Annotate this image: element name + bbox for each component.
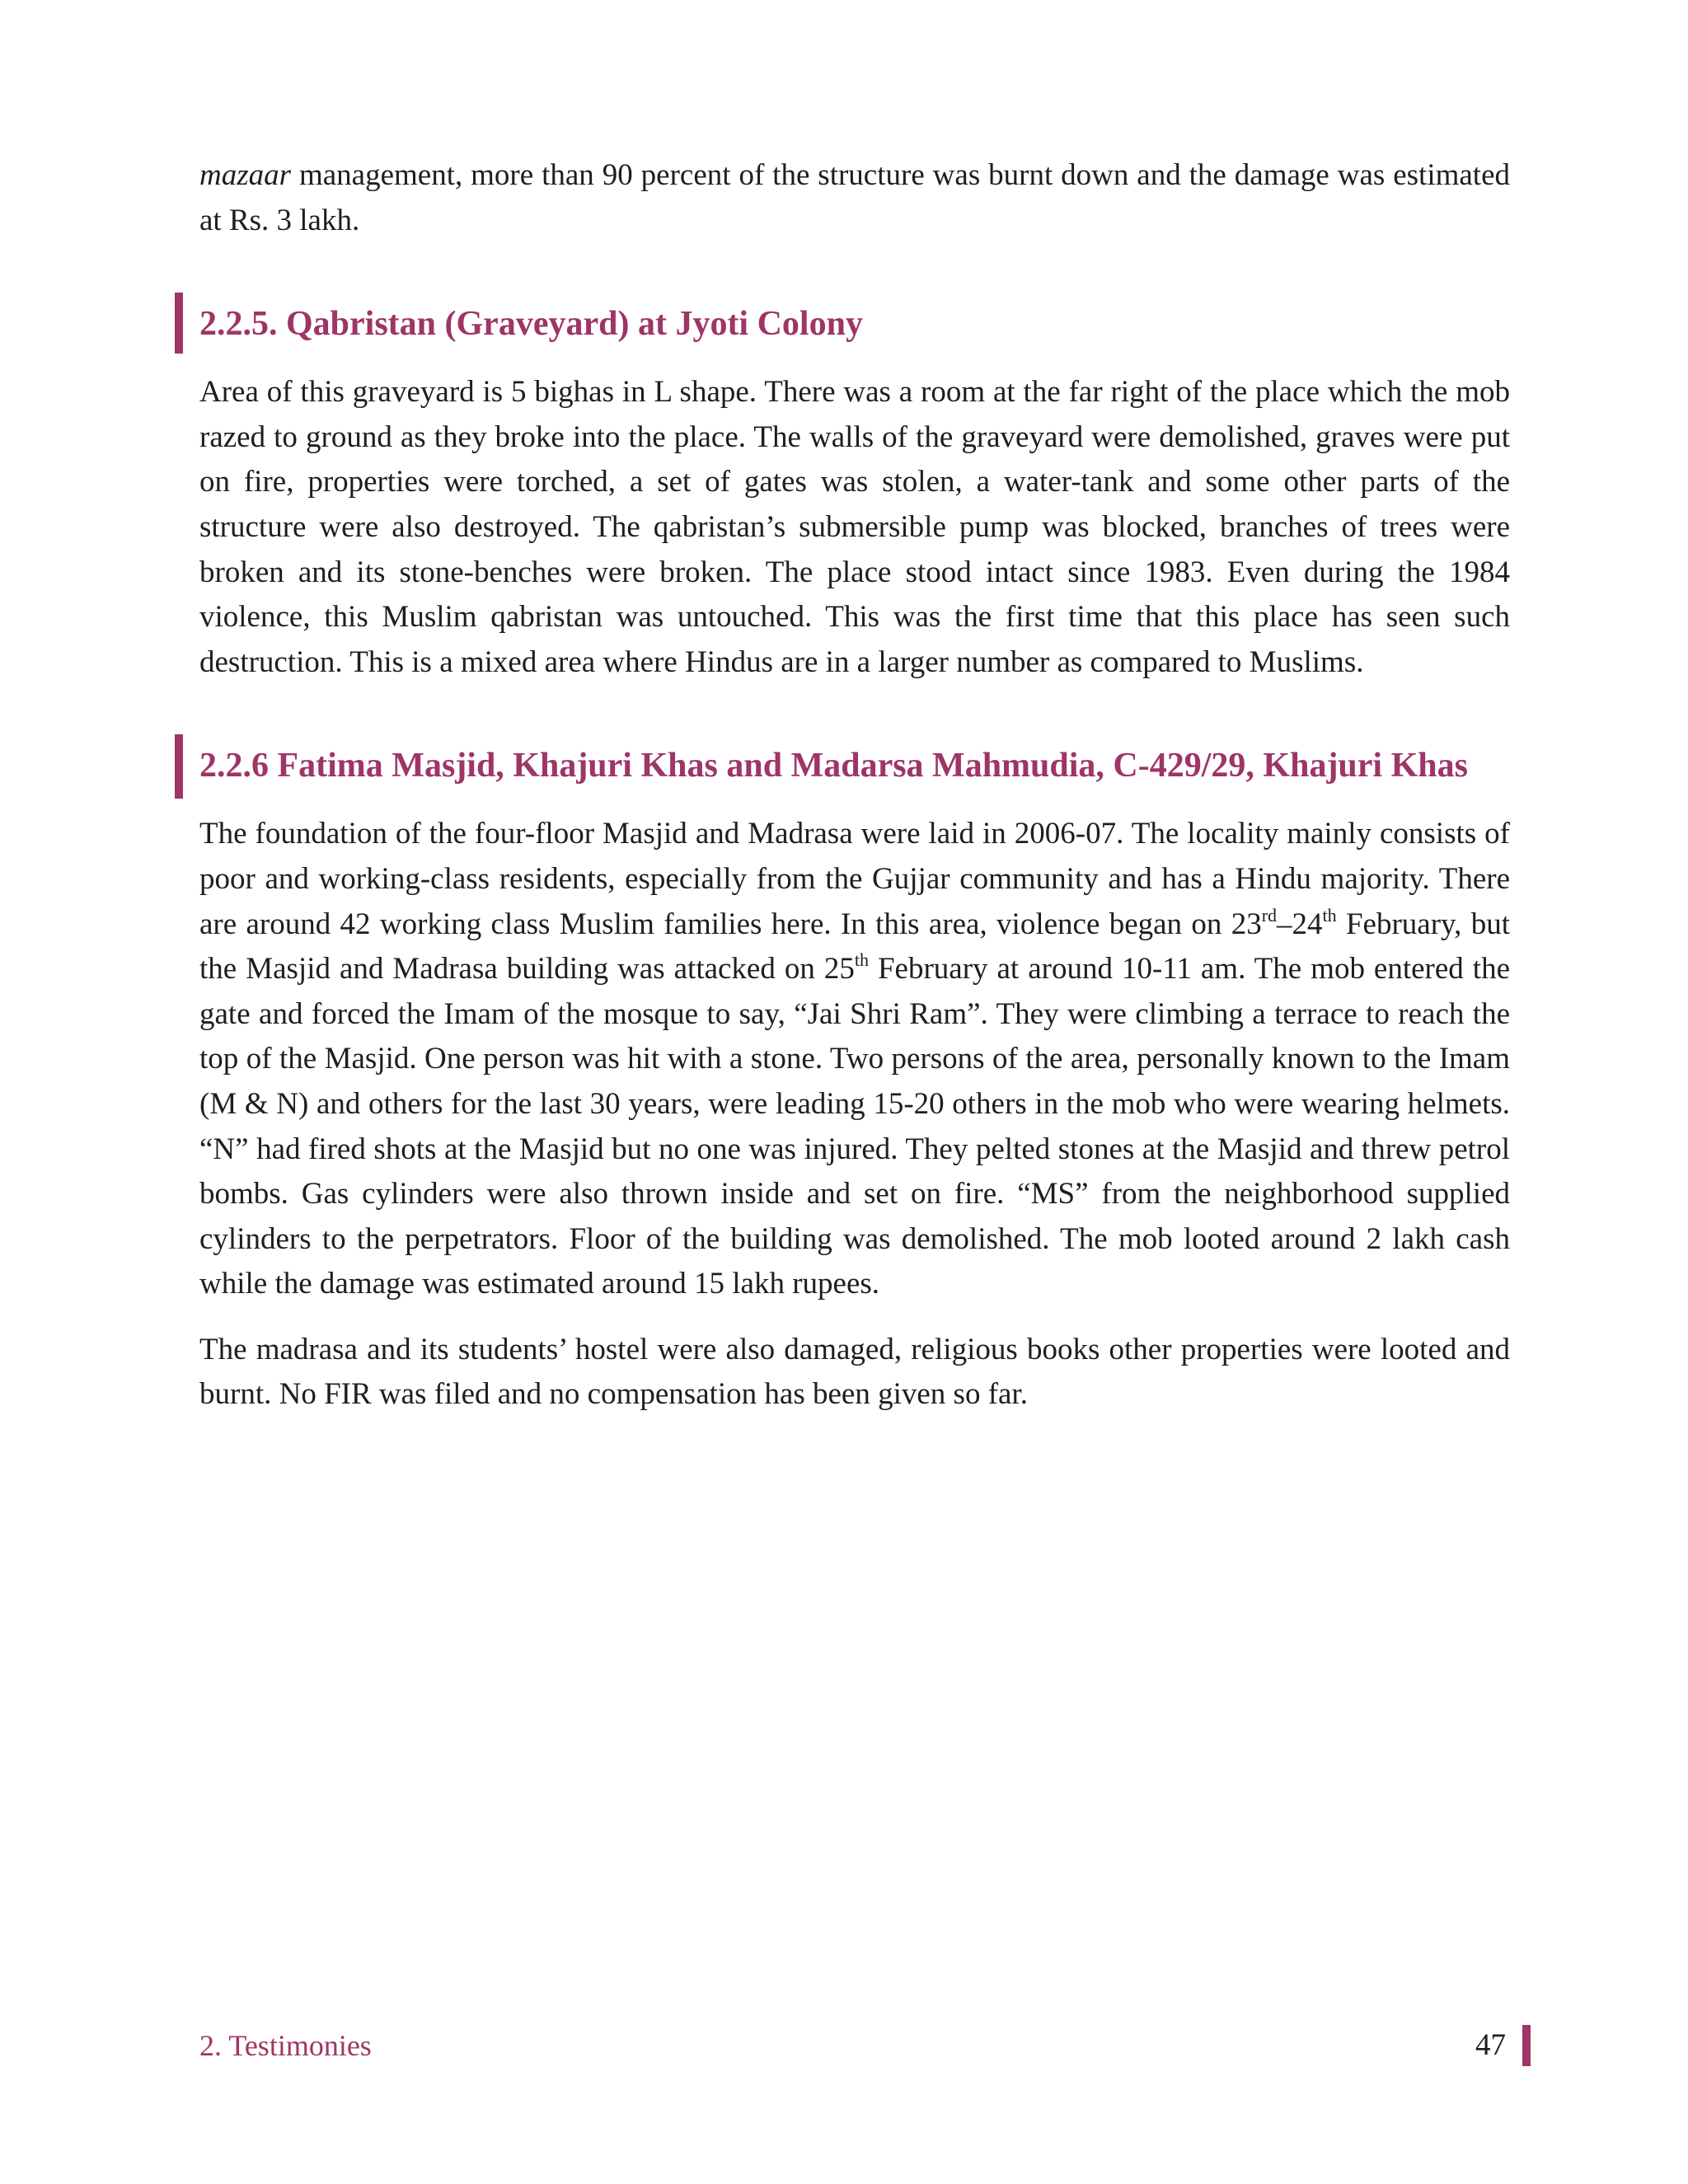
section-heading-block <box>199 293 1510 354</box>
page-number: 47 <box>1475 2028 1506 2062</box>
footer-chapter-label: 2. Testimonies <box>199 2029 372 2062</box>
section-paragraph <box>199 812 1510 1307</box>
section-accent-bar <box>175 293 183 354</box>
paragraph-text: –24 <box>1277 907 1323 941</box>
page-content <box>199 153 1510 1418</box>
intro-text: management, more than 90 percent of the structure was burnt down and the damage was estimated at Rs. 3 lakh. <box>199 158 1510 237</box>
paragraph-text: February at around 10-11 am. The mob entered the gate and forced the Imam of the mosque to say, “Jai Shri Ram”. They were climbing a terrace to reach the top of the Masjid. One person was hit with a stone. Two persons of the area, personally known to the Imam (M & N) and others for the last 30 years, were leading 15-20 others in the mob who were wearing helmets. “N” had fired shots at the Masjid but no one was injured. They pelted stones at the Masjid and threw petrol bombs. Gas cylinders were also thrown inside and set on fire. “MS” from the neighborhood supplied cylinders to the perpetrators. Floor of the building was demolished. The mob looted around 2 lakh cash while the damage was estimated around 15 lakh rupees. <box>199 952 1510 1301</box>
intro-emphasis: mazaar <box>199 158 292 192</box>
page-footer <box>199 2023 1531 2068</box>
superscript: th <box>1322 904 1337 926</box>
section-heading: 2.2.5. Qabristan (Graveyard) at Jyoti Colony <box>199 305 863 344</box>
section-heading: 2.2.6 Fatima Masjid, Khajuri Khas and Madarsa Mahmudia, C-429/29, Khajuri Khas <box>199 747 1468 785</box>
section-accent-bar <box>175 734 183 799</box>
section-heading-block <box>199 734 1510 799</box>
superscript: rd <box>1261 904 1278 926</box>
footer-accent-bar <box>1522 2025 1531 2066</box>
section-paragraph: Area of this graveyard is 5 bighas in L shape. There was a room at the far right of the place which the mob razed to ground as they broke into the place. The walls of the graveyard were demolished, graves were put on fire, properties were torched, a set of gates was stolen, a water-tank and some other parts of the structure were also destroyed. The qabristan’s submersible pump was blocked, branches of trees were broken and its stone-benches were broken. The place stood intact since 1983. Even during the 1984 violence, this Muslim qabristan was untouched. This was the first time that this place has seen such destruction. This is a mixed area where Hindus are in a larger number as compared to Muslims. <box>199 375 1510 679</box>
section-paragraph: The madrasa and its students’ hostel were also damaged, religious books other properties were looted and burnt. No FIR was filed and no compensation has been given so far. <box>199 1332 1510 1412</box>
paragraph-text: The foundation of the four-floor Masjid and Madrasa were laid in 2006-07. The locality mainly consists of poor and working-class residents, especially from the Gujjar community and has a Hindu majority. There are around 42 working class Muslim families here. In this area, violence began on 23 <box>199 817 1510 941</box>
paragraph-text: February, but the Masjid and Madrasa building was attacked on 25 <box>199 907 1510 987</box>
intro-paragraph <box>199 153 1510 243</box>
superscript: th <box>854 949 869 971</box>
